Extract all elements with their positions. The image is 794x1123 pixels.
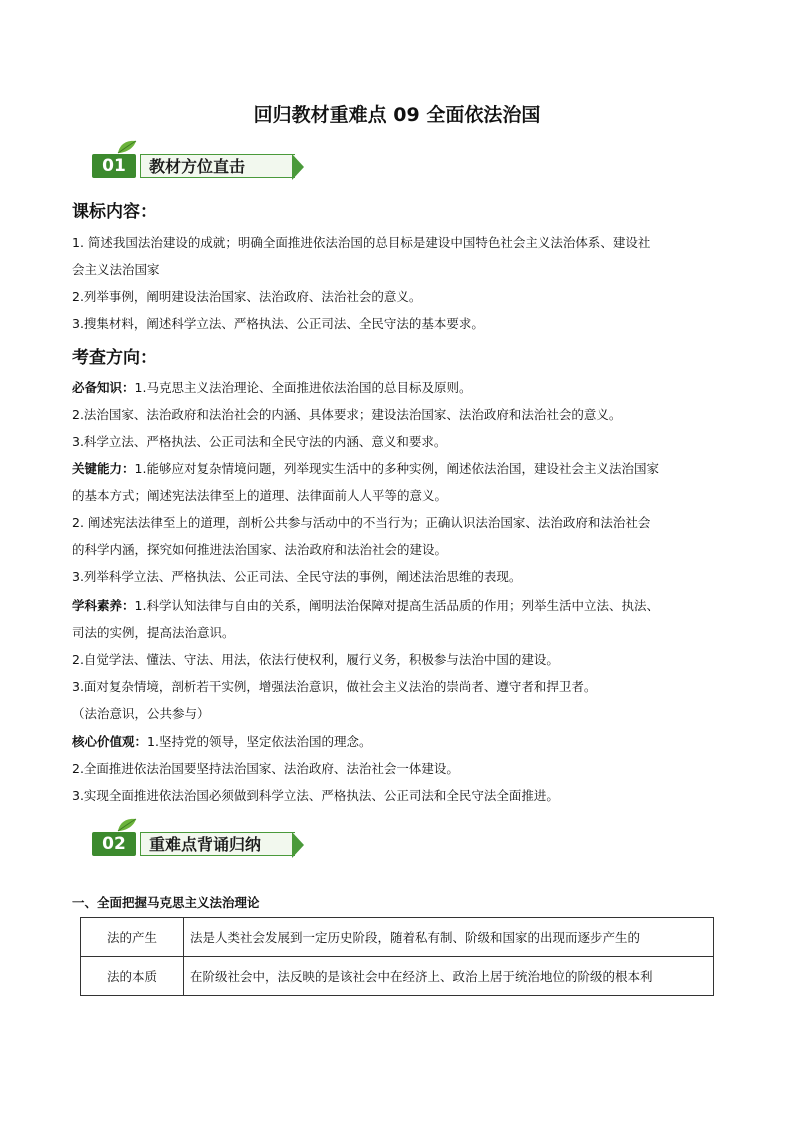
table-cell-value: 在阶级社会中，法反映的是该社会中在经济上、政治上居于统治地位的阶级的根本利 bbox=[184, 957, 714, 996]
guanjian-line-3: 3.列举科学立法、严格执法、公正司法、全民守法的事例，阐述法治思维的表现。 bbox=[72, 569, 522, 584]
suyang-line-1b: 司法的实例，提高法治意识。 bbox=[72, 625, 235, 640]
kebiao-line-2: 2.列举事例，阐明建设法治国家、法治政府、法治社会的意义。 bbox=[72, 289, 422, 304]
banner-number: 01 bbox=[92, 154, 136, 178]
suyang-line-2: 2.自觉学法、懂法、守法、用法，依法行使权利，履行义务，积极参与法治中国的建设。 bbox=[72, 652, 559, 667]
kebiao-heading: 课标内容： bbox=[72, 202, 157, 222]
guanjian-line-1 bbox=[72, 455, 732, 482]
page-title: 回归教材重难点 09 全面依法治国 bbox=[253, 104, 541, 126]
table-row bbox=[81, 918, 714, 957]
section-heading: 一、全面把握马克思主义法治理论 bbox=[72, 895, 260, 910]
hexin-text: 1.坚持党的领导，坚定依法治国的理念。 bbox=[147, 734, 372, 749]
banner-label: 重难点背诵归纳 bbox=[140, 832, 295, 856]
table-cell-key: 法的产生 bbox=[81, 918, 184, 957]
section-banner-02 bbox=[90, 818, 305, 858]
banner-number: 02 bbox=[92, 832, 136, 856]
hexin-line-2: 2.全面推进依法治国要坚持法治国家、法治政府、法治社会一体建设。 bbox=[72, 761, 459, 776]
table-cell-value: 法是人类社会发展到一定历史阶段，随着私有制、阶级和国家的出现而逐步产生的 bbox=[184, 918, 714, 957]
hexin-label: 核心价值观： bbox=[72, 734, 148, 749]
table-row bbox=[81, 957, 714, 996]
kebiao-line-3: 3.搜集材料，阐述科学立法、严格执法、公正司法、全民守法的基本要求。 bbox=[72, 316, 484, 331]
suyang-line-3: 3.面对复杂情境，剖析若干实例，增强法治意识，做社会主义法治的崇尚者、遵守者和捍卫者。 bbox=[72, 679, 597, 694]
bibei-line-3: 3.科学立法、严格执法、公正司法和全民守法的内涵、意义和要求。 bbox=[72, 434, 447, 449]
kaocha-heading: 考查方向： bbox=[72, 348, 157, 368]
suyang-line-1 bbox=[72, 592, 732, 619]
hexin-line-3: 3.实现全面推进依法治国必须做到科学立法、严格执法、公正司法和全民守法全面推进。 bbox=[72, 788, 559, 803]
suyang-label: 学科素养： bbox=[72, 598, 135, 613]
bibei-line-2: 2.法治国家、法治政府和法治社会的内涵、具体要求；建设法治国家、法治政府和法治社会的意义。 bbox=[72, 407, 622, 422]
suyang-text: 1.科学认知法律与自由的关系，阐明法治保障对提高生活品质的作用；列举生活中立法、执法、 bbox=[134, 598, 659, 613]
guanjian-text: 1.能够应对复杂情境问题，列举现实生活中的多种实例，阐述依法治国，建设社会主义法治国家 bbox=[134, 461, 659, 476]
law-table bbox=[80, 917, 714, 996]
banner-arrow bbox=[292, 832, 304, 858]
section-banner-01 bbox=[90, 140, 305, 180]
guanjian-line-2: 2. 阐述宪法法律至上的道理，剖析公共参与活动中的不当行为；正确认识法治国家、法治政府和法治社会 bbox=[72, 515, 651, 530]
kebiao-line-1: 1. 简述我国法治建设的成就；明确全面推进依法治国的总目标是建设中国特色社会主义法治体系、建设社 bbox=[72, 235, 651, 250]
bibei-label: 必备知识： bbox=[72, 380, 135, 395]
bibei-line-1 bbox=[72, 374, 732, 401]
hexin-line-1 bbox=[72, 728, 732, 755]
suyang-line-4: （法治意识，公共参与） bbox=[72, 706, 210, 721]
banner-arrow bbox=[292, 154, 304, 180]
leaf-icon bbox=[116, 818, 138, 832]
guanjian-line-1b: 的基本方式；阐述宪法法律至上的道理、法律面前人人平等的意义。 bbox=[72, 488, 448, 503]
table-cell-key: 法的本质 bbox=[81, 957, 184, 996]
banner-label: 教材方位直击 bbox=[140, 154, 295, 178]
guanjian-line-2b: 的科学内涵，探究如何推进法治国家、法治政府和法治社会的建设。 bbox=[72, 542, 448, 557]
bibei-text: 1.马克思主义法治理论、全面推进依法治国的总目标及原则。 bbox=[134, 380, 472, 395]
kebiao-line-1b: 会主义法治国家 bbox=[72, 262, 160, 277]
guanjian-label: 关键能力： bbox=[72, 461, 135, 476]
leaf-icon bbox=[116, 140, 138, 154]
